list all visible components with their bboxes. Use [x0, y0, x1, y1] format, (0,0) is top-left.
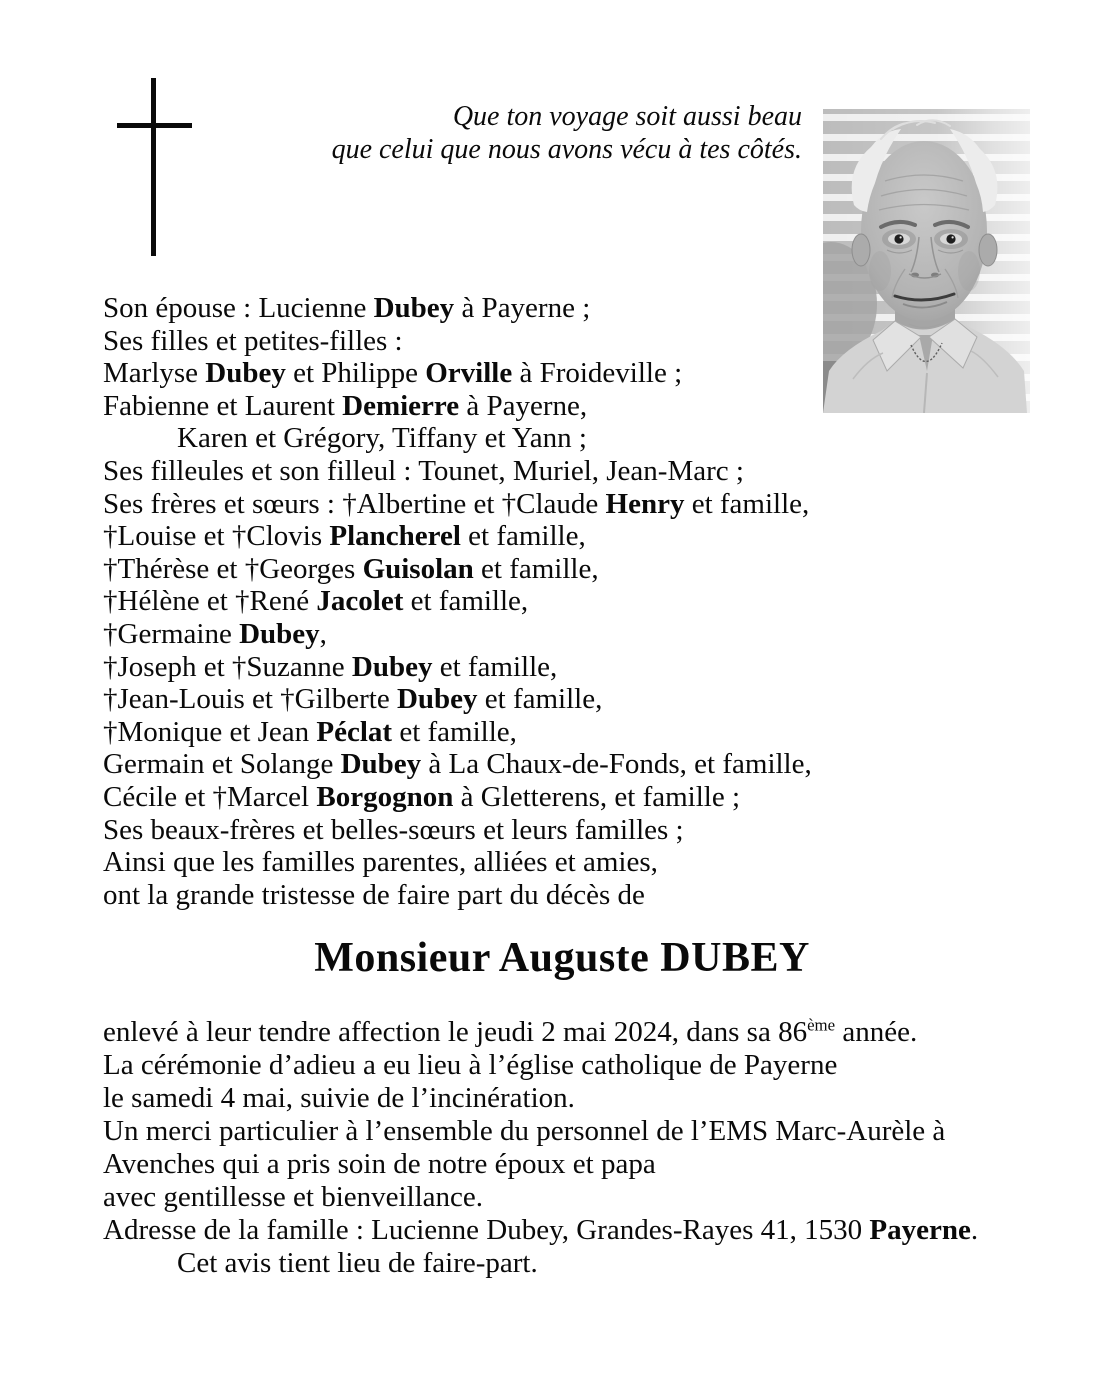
- text-line: Germain et Solange Dubey à La Chaux-de-Fonds, et famille,: [103, 748, 812, 781]
- text-line: avec gentillesse et bienveillance.: [103, 1181, 484, 1213]
- text-line: †Monique et Jean Péclat et famille,: [103, 715, 517, 748]
- text-line: Ses filles et petites-filles :: [103, 324, 403, 357]
- text-line: Ainsi que les familles parentes, alliées et amies,: [103, 846, 658, 879]
- text-line: †Hélène et †René Jacolet et famille,: [103, 585, 529, 618]
- text-line: Marlyse Dubey et Philippe Orville à Froideville ;: [103, 357, 683, 390]
- epigraph-line: que celui que nous avons vécu à tes côtés.: [331, 134, 802, 165]
- closing-lines: [103, 1016, 1063, 1280]
- cross-horizontal-bar: [117, 123, 192, 128]
- text-line: Son épouse : Lucienne Dubey à Payerne ;: [103, 292, 591, 324]
- text-line: enlevé à leur tendre affection le jeudi 2 mai 2024, dans sa 86ème année.: [103, 1015, 918, 1048]
- text-line: †Joseph et †Suzanne Dubey et famille,: [103, 650, 558, 683]
- epigraph-quote: [332, 100, 802, 166]
- text-line: †Thérèse et †Georges Guisolan et famille,: [103, 552, 599, 585]
- text-line: Ses frères et sœurs : †Albertine et †Claude Henry et famille,: [103, 487, 810, 520]
- text-line: Cet avis tient lieu de faire-part.: [177, 1247, 538, 1279]
- text-line: Cécile et †Marcel Borgognon à Gletterens, et famille ;: [103, 780, 741, 813]
- text-line: le samedi 4 mai, suivie de l’incinération.: [103, 1082, 575, 1114]
- text-line: †Jean-Louis et †Gilberte Dubey et famille,: [103, 683, 603, 716]
- text-line: †Louise et †Clovis Plancherel et famille,: [103, 520, 586, 553]
- text-line: †Germaine Dubey,: [103, 617, 327, 650]
- deceased-name-title: Monsieur Auguste DUBEY: [314, 935, 810, 981]
- text-line: Avenches qui a pris soin de notre époux et papa: [103, 1148, 656, 1180]
- text-line: Karen et Grégory, Tiffany et Yann ;: [177, 422, 587, 455]
- family-lines: [103, 292, 1043, 911]
- text-line: Fabienne et Laurent Demierre à Payerne,: [103, 389, 588, 422]
- cross-vertical-bar: [151, 78, 156, 256]
- text-line: Un merci particulier à l’ensemble du personnel de l’EMS Marc-Aurèle à: [103, 1115, 946, 1147]
- text-line: ont la grande tristesse de faire part du décès de: [103, 878, 645, 911]
- text-line: La cérémonie d’adieu a eu lieu à l’église catholique de Payerne: [103, 1049, 838, 1081]
- text-line: Adresse de la famille : Lucienne Dubey, Grandes-Rayes 41, 1530 Payerne.: [103, 1214, 979, 1246]
- epigraph-line: Que ton voyage soit aussi beau: [452, 101, 802, 132]
- text-line: Ses beaux-frères et belles-sœurs et leurs familles ;: [103, 813, 684, 846]
- text-line: Ses filleules et son filleul : Tounet, Muriel, Jean-Marc ;: [103, 454, 744, 487]
